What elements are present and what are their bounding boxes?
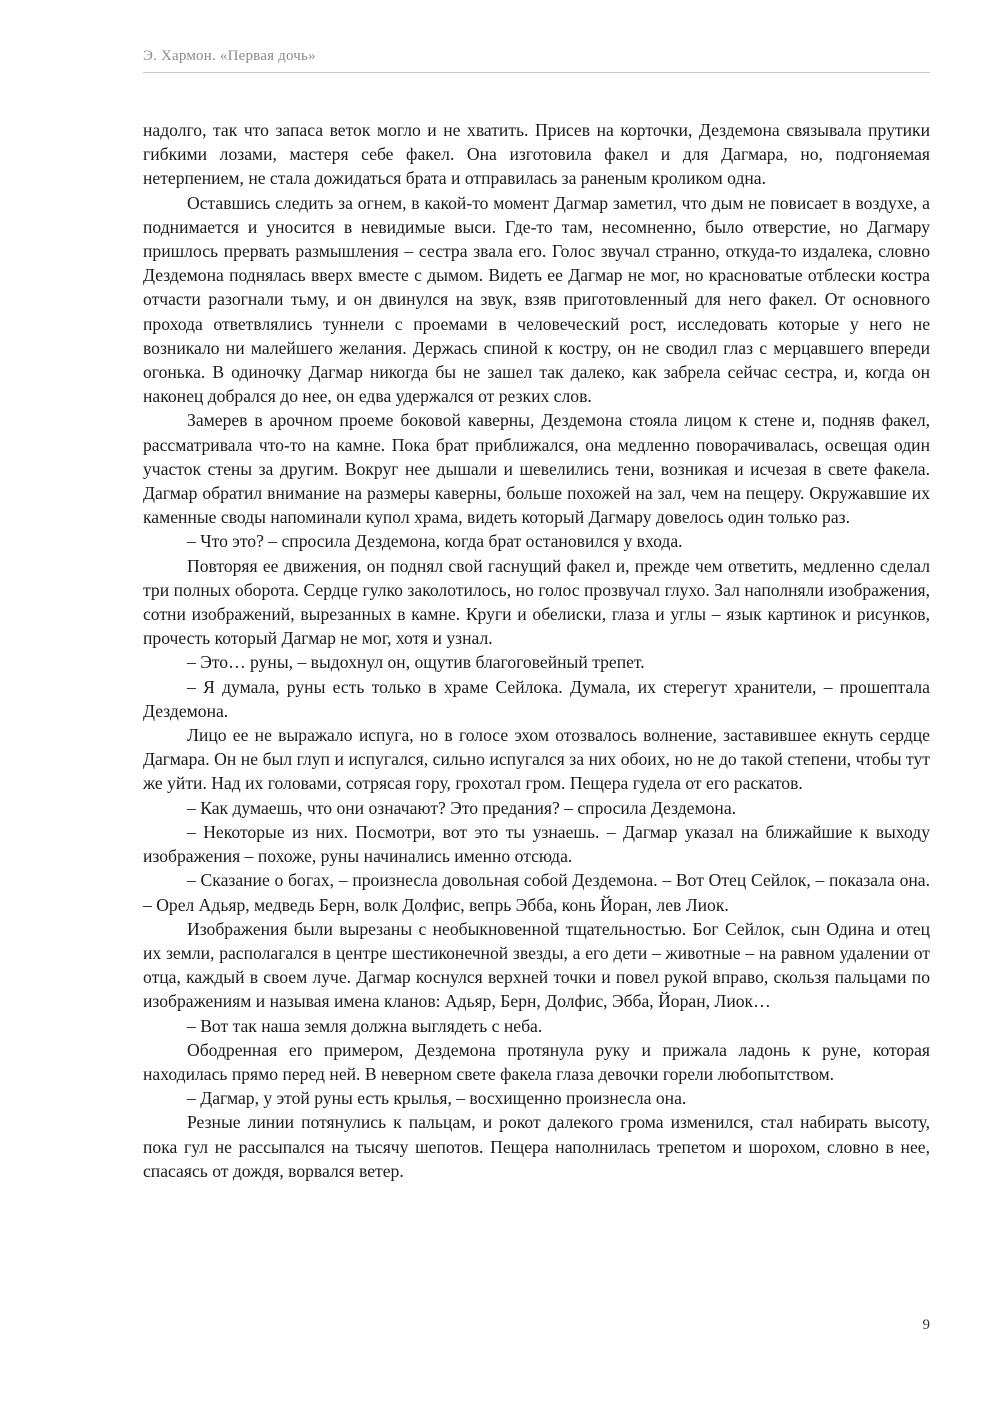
- paragraph: Резные линии потянулись к пальцам, и рокот далекого грома изменился, стал набирать высоту, пока гул не рассыпался на тысячу шепотов. Пещера наполнилась трепетом и шорохом, словно в нее, спасаясь от дождя, ворвался ветер.: [143, 1112, 930, 1181]
- paragraph: Замерев в арочном проеме боковой каверны, Дездемона стояла лицом к стене и, подняв факел, рассматривала что-то на камне. Пока брат приближался, она медленно поворачивалась, освещая один участок стены за другим. Вокруг нее дышали и шевелились тени, возникая и исчезая в свете факела. Дагмар обратил внимание на размеры каверны, больше похожей на зал, чем на пещеру. Окружавшие их каменные своды напоминали купол храма, видеть который Дагмару довелось один только раз.: [143, 410, 930, 528]
- running-header-title: Э. Хармон. «Первая дочь»: [143, 48, 316, 64]
- dialogue-line: – Сказание о богах, – произнесла довольная собой Дездемона. – Вот Отец Сейлок, – показала она. – Орел Адьяр, медведь Берн, волк Долфис, вепрь Эбба, конь Йоран, лев Лиок.: [143, 870, 930, 915]
- dialogue-line: – Это… руны, – выдохнул он, ощутив благоговейный трепет.: [187, 652, 645, 673]
- body-text: [143, 118, 930, 1183]
- paragraph: Изображения были вырезаны с необыкновенной тщательностью. Бог Сейлок, сын Одина и отец их земли, располагался в центре шестиконечной звезды, а его дети – животные – на равном удалении от отца, каждый в своем луче. Дагмар коснулся верхней точки и повел рукой вправо, скользя пальцами по изображениям и называя имена кланов: Адьяр, Берн, Долфис, Эбба, Йоран, Лиок…: [143, 918, 930, 1012]
- paragraph: Ободренная его примером, Дездемона протянула руку и прижала ладонь к руне, которая находилась прямо перед ней. В неверном свете факела глаза девочки горели любопытством.: [143, 1039, 930, 1084]
- dialogue-line: – Дагмар, у этой руны есть крылья, – восхищенно произнесла она.: [187, 1088, 687, 1109]
- running-header: [143, 44, 930, 73]
- paragraph: Повторяя ее движения, он поднял свой гаснущий факел и, прежде чем ответить, медленно сделал три полных оборота. Сердце гулко заколотилось, но голос прозвучал глухо. Зал наполняли изображения, сотни изображений, вырезанных в камне. Круги и обелиски, глаза и углы – язык картинок и рисунков, прочесть который Дагмар не мог, хотя и узнал.: [143, 555, 930, 649]
- paragraph: Оставшись следить за огнем, в какой-то момент Дагмар заметил, что дым не повисает в воздухе, а поднимается и уносится в невидимые выси. Где-то там, несомненно, было отверстие, но Дагмару пришлось прервать размышления – сестра звала его. Голос звучал странно, откуда-то издалека, словно Дездемона поднялась вверх вместе с дымом. Видеть ее Дагмар не мог, но красноватые отблески костра отчасти разогнали тьму, и он двинулся на звук, взяв приготовленный для него факел. От основного прохода ответвлялись туннели с проемами в человеческий рост, исследовать которые у него не возникало ни малейшего желания. Держась спиной к костру, он не сводил глаз с мерцавшего впереди огонька. В одиночку Дагмар никогда бы не зашел так далеко, как забрела сейчас сестра, и, когда он наконец добрался до нее, он едва удержался от резких слов.: [143, 192, 930, 407]
- dialogue-line: – Некоторые из них. Посмотри, вот это ты узнаешь. – Дагмар указал на ближайшие к выходу изображения – похоже, руны начинались именно отсюда.: [143, 821, 930, 867]
- dialogue-line: – Я думала, руны есть только в храме Сейлока. Думала, их стерегут хранители, – прошептала Дездемона.: [143, 676, 930, 721]
- paragraph-continuation: надолго, так что запаса веток могло и не хватить. Присев на корточки, Дездемона связывала прутики гибкими лозами, мастеря себе факел. Она изготовила факел и для Дагмара, но, подгоняемая нетерпением, не стала дожидаться брата и отправилась за раненым кроликом одна.: [143, 120, 930, 189]
- dialogue-line: – Вот так наша земля должна выглядеть с неба.: [187, 1015, 543, 1036]
- dialogue-line: – Что это? – спросила Дездемона, когда брат остановился у входа.: [187, 531, 683, 552]
- dialogue-line: – Как думаешь, что они означают? Это предания? – спросила Дездемона.: [187, 797, 737, 818]
- paragraph: Лицо ее не выражало испуга, но в голосе эхом отозвалось волнение, заставившее екнуть сердце Дагмара. Он не был глуп и испугался, сильно испугался за них обоих, но не до такой степени, чтобы тут же уйти. Над их головами, сотрясая гору, грохотал гром. Пещера гудела от его раскатов.: [143, 725, 930, 794]
- page-number: 9: [922, 1317, 930, 1333]
